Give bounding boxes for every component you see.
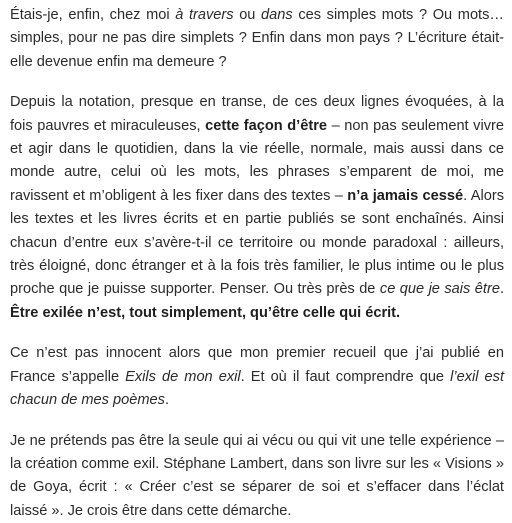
paragraph-2-text: . [500,281,504,297]
paragraph-2 [10,91,504,325]
emphasis-dans: dans [261,7,293,23]
book-title-exils-de-mon-exil: Exils de mon exil [125,369,240,385]
paragraph-3-text: . Et où il faut comprendre que [241,369,450,385]
paragraph-4-text: Je ne prétends pas être la seule qui ai vécu ou qui vit une telle expérience – la création comme exil. Stéphane Lambert, dans son livre sur les « Visions » de Goya, écrit : « Créer c’est se séparer de soi et s’effacer dans l’éclat laissé ». Je crois être dans cette démarche. [10,433,504,519]
paragraph-2-text: Depuis la notation, presque en transe, de ces deux lignes évoquées, à la fois pauvres et miraculeuses, [10,94,504,133]
paragraph-3-text: . [165,392,169,408]
emphasis-ce-que-je-sais-etre: ce que je sais être [380,281,500,297]
paragraph-1-text: ou [234,7,261,23]
paragraph-1 [10,4,504,74]
paragraph-3 [10,342,504,412]
emphasis-a-travers: à travers [175,7,233,23]
paragraph-1-text: ces simples mots ? Ou mots… simples, pour ne pas dire simplets ? Enfin dans mon pays ? L’écriture était-elle devenue enfin ma demeure ? [10,7,504,70]
paragraph-2-text: . Alors les textes et les livres écrits et en partie publiés se sont enchaînés. Ainsi chacun d’entre eux s’avère-t-il ce territoire ou monde paradoxal : ailleurs, très éloigné, donc étranger et à la fois très familier, le plus intime ou le plus proche que je puisse supporter. Penser. Ou très près de [10,188,504,298]
paragraph-1-text: Étais-je, enfin, chez moi [10,7,175,23]
paragraph-4 [10,430,504,523]
bold-na-jamais-cesse: n’a jamais cessé [347,188,463,204]
paragraph-3-text: Ce n’est pas innocent alors que mon premier recueil que j’ai publié en France s’appelle [10,345,504,384]
bold-cette-facon-detre: cette façon d’être [205,118,327,134]
paragraph-2-text: – non pas seulement vivre et agir dans le quotidien, dans la vie réelle, normale, mais aussi dans ce monde autre, celui où les mots, les phrases s’emparent de moi, me ravissent et m’obligent à les fixer dans des textes – [10,118,504,204]
emphasis-lexil-est-chacun: l’exil est chacun de mes poèmes [10,369,504,408]
bold-etre-exilee: Être exilée n’est, tout simplement, qu’être celle qui écrit. [10,305,400,321]
